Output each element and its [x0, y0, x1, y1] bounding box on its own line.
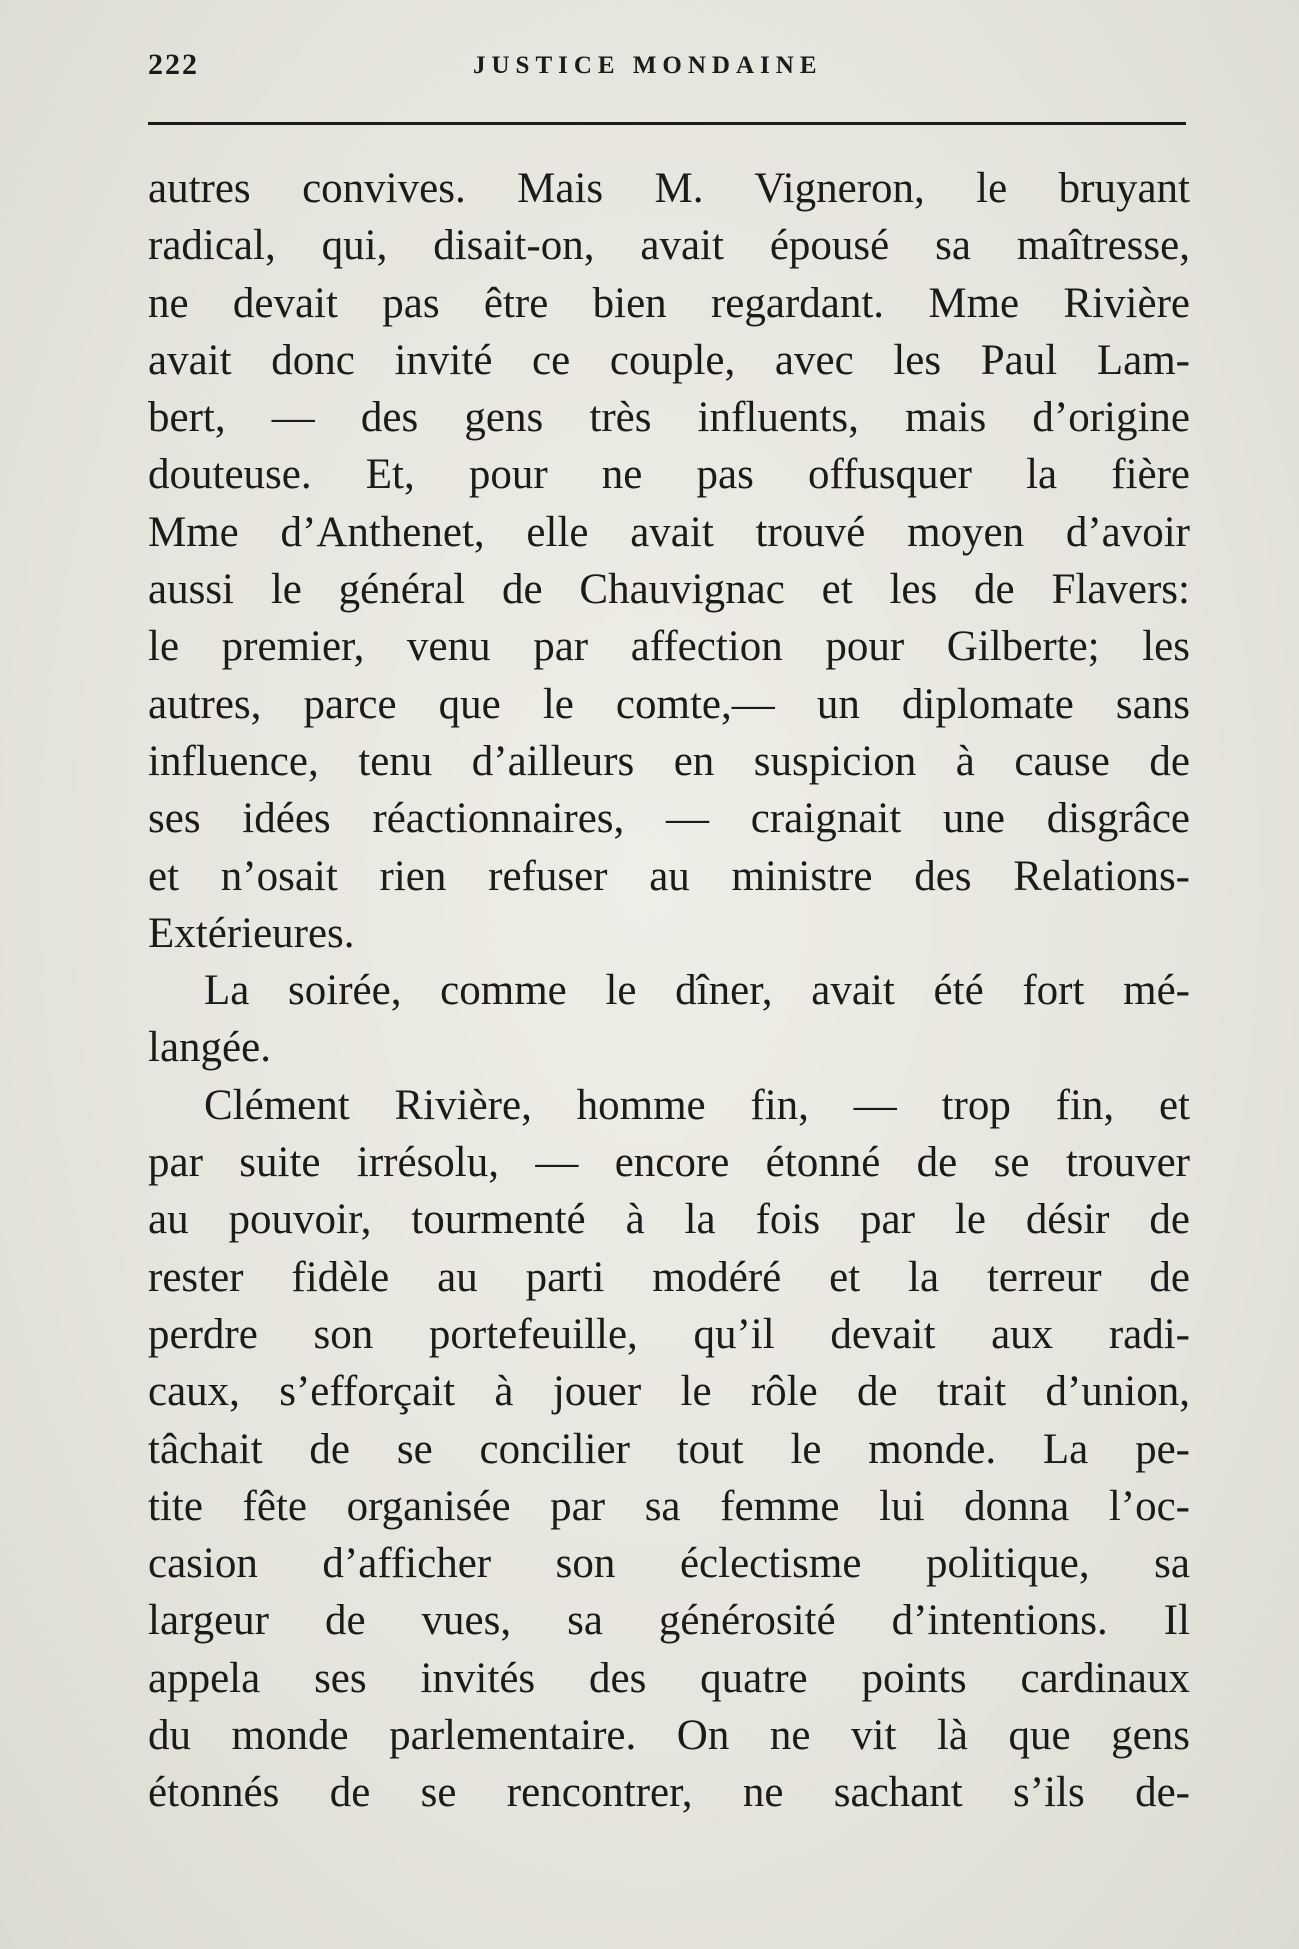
- text-line: radical, qui, disait-on, avait épousé sa maîtresse,: [148, 222, 1190, 270]
- text-line: largeur de vues, sa générosité d’intentions. Il: [148, 1597, 1190, 1645]
- text-line: tite fête organisée par sa femme lui donna l’oc-: [148, 1482, 1190, 1530]
- text-line: au pouvoir, tourmenté à la fois par le désir de: [148, 1196, 1190, 1244]
- text-line: La soirée, comme le dîner, avait été fort mé-: [204, 967, 1190, 1015]
- text-line: étonnés de se rencontrer, ne sachant s’ils de-: [148, 1769, 1190, 1817]
- text-line: influence, tenu d’ailleurs en suspicion à cause de: [148, 737, 1190, 785]
- text-line: et n’osait rien refuser au ministre des Relations-: [148, 852, 1190, 900]
- text-line: par suite irrésolu, — encore étonné de se trouver: [148, 1139, 1190, 1187]
- text-line: ne devait pas être bien regardant. Mme Rivière: [148, 279, 1190, 327]
- text-line: Extérieures.: [148, 909, 355, 957]
- text-line: caux, s’efforçait à jouer le rôle de trait d’union,: [148, 1368, 1190, 1416]
- page-number: 222: [148, 48, 199, 81]
- text-line: autres convives. Mais M. Vigneron, le bruyant: [148, 165, 1190, 212]
- text-line: Clément Rivière, homme fin, — trop fin, et: [204, 1081, 1190, 1129]
- text-line: Mme d’Anthenet, elle avait trouvé moyen d’avoir: [148, 508, 1190, 556]
- text-line: casion d’afficher son éclectisme politique, sa: [148, 1540, 1190, 1588]
- body-text: [148, 160, 1190, 1822]
- text-line: ses idées réactionnaires, — craignait une disgrâce: [148, 795, 1190, 843]
- text-line: aussi le général de Chauvignac et les de Flavers:: [148, 566, 1190, 614]
- text-line: rester fidèle au parti modéré et la terreur de: [148, 1253, 1190, 1301]
- running-title: JUSTICE MONDAINE: [473, 52, 823, 79]
- text-line: autres, parce que le comte,— un diplomate sans: [148, 680, 1190, 728]
- text-line: tâchait de se concilier tout le monde. La pe-: [148, 1425, 1190, 1473]
- text-line: du monde parlementaire. On ne vit là que gens: [148, 1712, 1190, 1760]
- text-line: bert, — des gens très influents, mais d’origine: [148, 394, 1190, 442]
- header-rule: [148, 122, 1186, 125]
- running-head: [148, 48, 1188, 88]
- text-line: avait donc invité ce couple, avec les Paul Lam-: [148, 336, 1190, 384]
- text-line: appela ses invités des quatre points cardinaux: [148, 1654, 1190, 1702]
- text-line: perdre son portefeuille, qu’il devait aux radi-: [148, 1310, 1190, 1358]
- text-line: le premier, venu par affection pour Gilberte; les: [148, 623, 1190, 671]
- text-line: langée.: [148, 1024, 271, 1072]
- text-line: douteuse. Et, pour ne pas offusquer la fière: [148, 451, 1190, 499]
